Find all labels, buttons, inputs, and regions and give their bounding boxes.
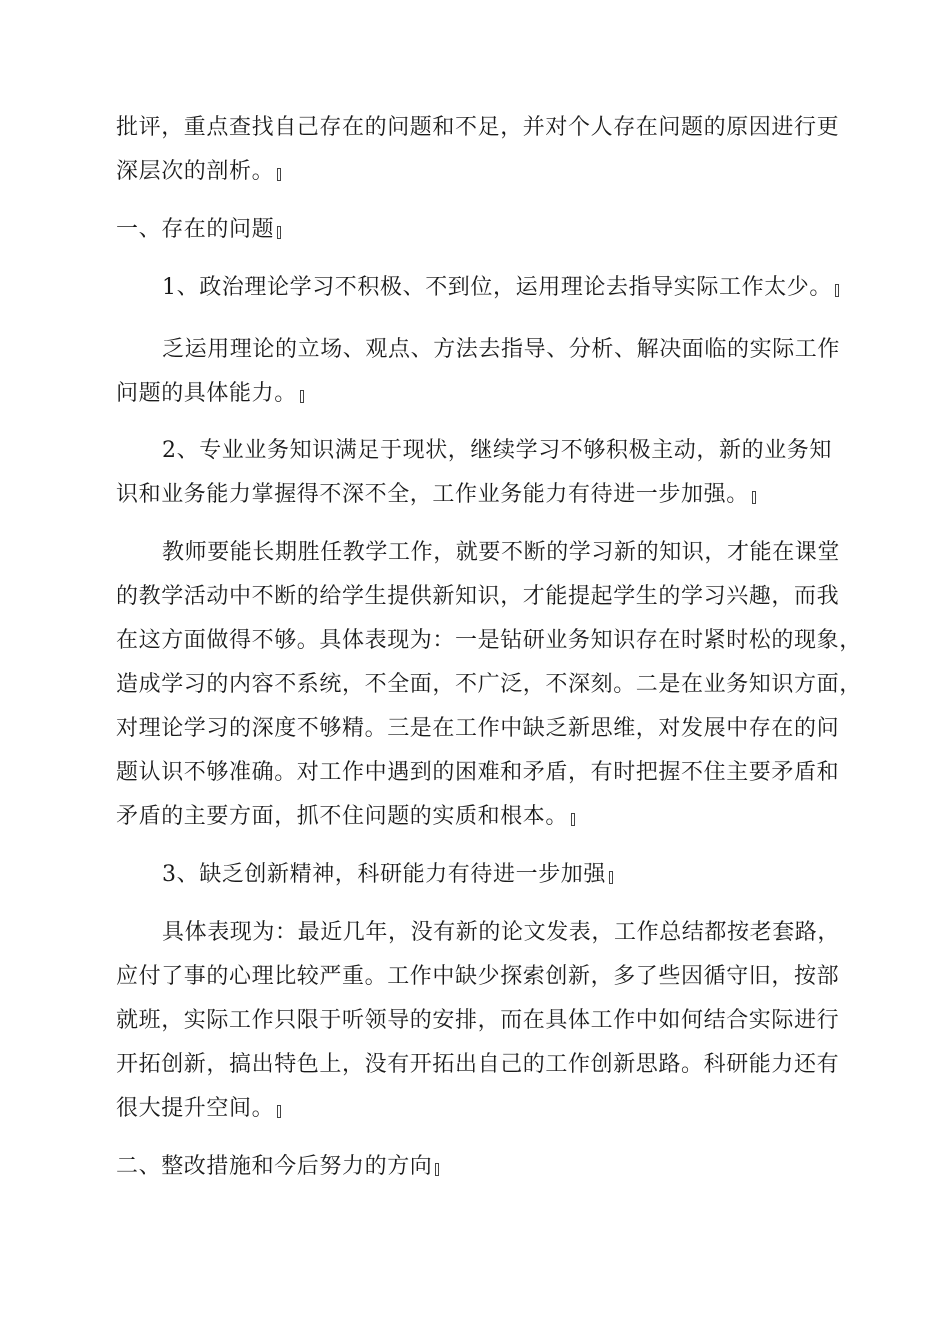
text-line: 3、缺乏创新精神，科研能力有待进一步加强 (162, 860, 613, 890)
text-line: 深层次的剖析。 (116, 157, 281, 187)
text-line: 对理论学习的深度不够精。三是在工作中缺乏新思维，对发展中存在的问 (116, 716, 840, 741)
text-line: 在这方面做得不够。具体表现为：一是钻研业务知识存在时紧时松的现象， (116, 628, 862, 653)
text-line: 矛盾的主要方面，抓不住问题的实质和根本。 (116, 802, 575, 832)
text-line: 就班，实际工作只限于听领导的安排，而在具体工作中如何结合实际进行 (116, 1008, 840, 1033)
text-line: 批评，重点查找自己存在的问题和不足，并对个人存在问题的原因进行更 (116, 115, 840, 140)
text-line: 1、政治理论学习不积极、不到位，运用理论去指导实际工作太少。 (162, 273, 839, 303)
paragraph-mark-icon (300, 390, 304, 403)
text-line: 具体表现为：最近几年，没有新的论文发表，工作总结都按老套路， (162, 920, 841, 945)
text-line: 很大提升空间。 (116, 1094, 281, 1124)
text-line: 开拓创新，搞出特色上，没有开拓出自己的工作创新思路。科研能力还有 (116, 1052, 840, 1077)
paragraph-mark-icon (835, 284, 839, 297)
section-heading: 二、整改措施和今后努力的方向 (116, 1152, 439, 1182)
text-line: 造成学习的内容不系统，不全面，不广泛，不深刻。二是在业务知识方面， (116, 672, 862, 697)
paragraph-mark-icon (609, 871, 613, 884)
text-line: 问题的具体能力。 (116, 379, 304, 409)
paragraph-mark-icon (571, 813, 575, 826)
section-heading: 一、存在的问题 (116, 215, 281, 245)
text-line: 2、专业业务知识满足于现状，继续学习不够积极主动，新的业务知 (162, 438, 832, 463)
text-line: 题认识不够准确。对工作中遇到的困难和矛盾，有时把握不住主要矛盾和 (116, 760, 840, 785)
text-line: 乏运用理论的立场、观点、方法去指导、分析、解决面临的实际工作 (162, 337, 841, 362)
paragraph-mark-icon (277, 1105, 281, 1118)
paragraph-mark-icon (277, 226, 281, 239)
text-line: 应付了事的心理比较严重。工作中缺少探索创新，多了些因循守旧，按部 (116, 964, 840, 989)
paragraph-mark-icon (752, 491, 756, 504)
paragraph-mark-icon (435, 1163, 439, 1176)
text-line: 的教学活动中不断的给学生提供新知识，才能提起学生的学习兴趣，而我 (116, 584, 840, 609)
paragraph-mark-icon (277, 168, 281, 181)
text-line: 教师要能长期胜任教学工作，就要不断的学习新的知识，才能在课堂 (162, 540, 841, 565)
text-line: 识和业务能力掌握得不深不全，工作业务能力有待进一步加强。 (116, 480, 756, 510)
